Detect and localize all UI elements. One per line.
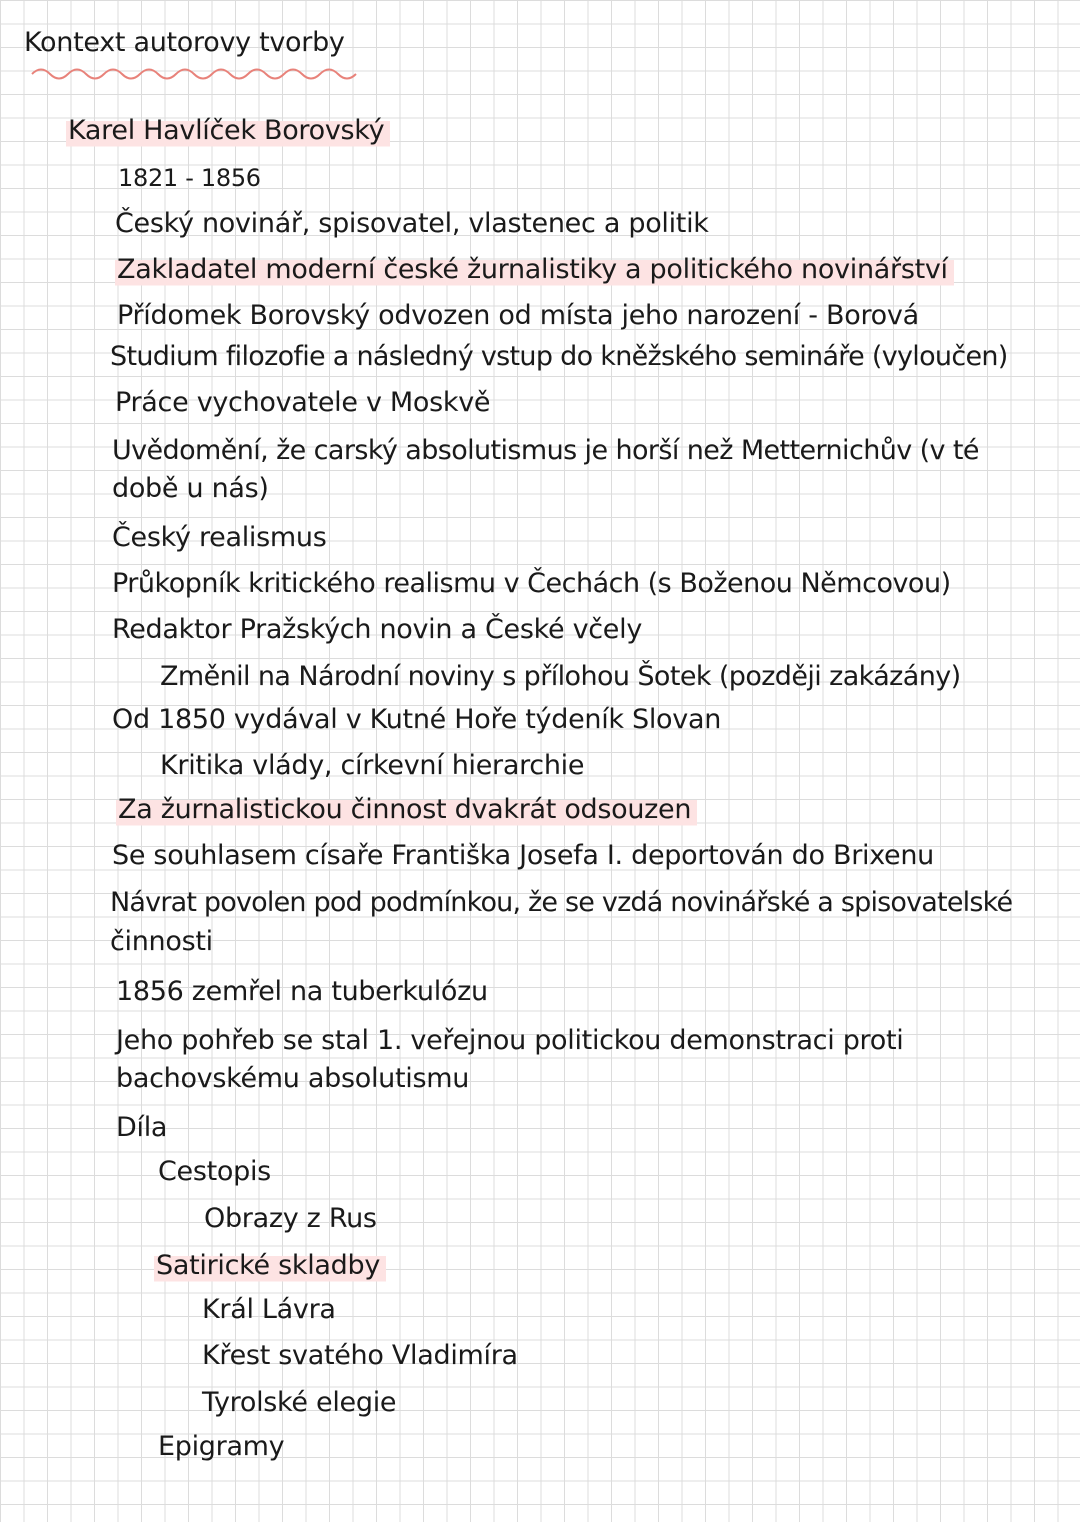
note-line: době u nás) xyxy=(112,473,269,504)
author-name: Karel Havlíček Borovský xyxy=(66,114,390,148)
note-subline: Kritika vlády, církevní hierarchie xyxy=(160,750,585,781)
works-category: Satirické skladby xyxy=(154,1249,386,1283)
note-line: Od 1850 vydával v Kutné Hoře týdeník Slovan xyxy=(112,704,722,735)
note-line: Jeho pohřeb se stal 1. veřejnou politickou demonstraci proti xyxy=(116,1025,904,1056)
note-line: Redaktor Pražských novin a České včely xyxy=(112,614,642,645)
note-line: Se souhlasem císaře Františka Josefa I. deportován do Brixenu xyxy=(112,840,934,871)
note-line: Návrat povolen pod podmínkou, že se vzdá novinářské a spisovatelské xyxy=(110,887,1013,918)
works-category: Epigramy xyxy=(158,1431,285,1462)
note-line: Průkopník kritického realismu v Čechách (s Boženou Němcovou) xyxy=(112,568,951,599)
works-item: Obrazy z Rus xyxy=(204,1203,377,1234)
note-line: bachovskému absolutismu xyxy=(116,1063,470,1094)
note-subline: Změnil na Národní noviny s přílohou Šotek (později zakázány) xyxy=(160,661,961,692)
note-line: Zakladatel moderní české žurnalistiky a politického novinářství xyxy=(115,253,954,287)
note-line: 1856 zemřel na tuberkulózu xyxy=(116,976,488,1007)
life-years: 1821 - 1856 xyxy=(118,164,261,192)
note-line: Uvědomění, že carský absolutismus je horší než Metternichův (v té xyxy=(112,435,979,466)
note-line: Studium filozofie a následný vstup do kněžského semináře (vyloučen) xyxy=(110,341,1008,372)
note-line: Český realismus xyxy=(112,522,327,553)
note-line: Za žurnalistickou činnost dvakrát odsouzen xyxy=(116,793,697,827)
works-category: Cestopis xyxy=(158,1156,271,1187)
works-item: Tyrolské elegie xyxy=(202,1387,397,1418)
note-line: činnosti xyxy=(110,926,213,957)
note-line: Český novinář, spisovatel, vlastenec a politik xyxy=(115,208,709,239)
note-line: Přídomek Borovský odvozen od místa jeho narození - Borová xyxy=(117,300,919,331)
works-heading: Díla xyxy=(116,1112,168,1143)
note-line: Práce vychovatele v Moskvě xyxy=(115,387,491,418)
title-wavy-underline xyxy=(30,62,362,80)
page-title: Kontext autorovy tvorby xyxy=(24,27,345,58)
works-item: Král Lávra xyxy=(202,1294,336,1325)
works-item: Křest svatého Vladimíra xyxy=(202,1340,518,1371)
